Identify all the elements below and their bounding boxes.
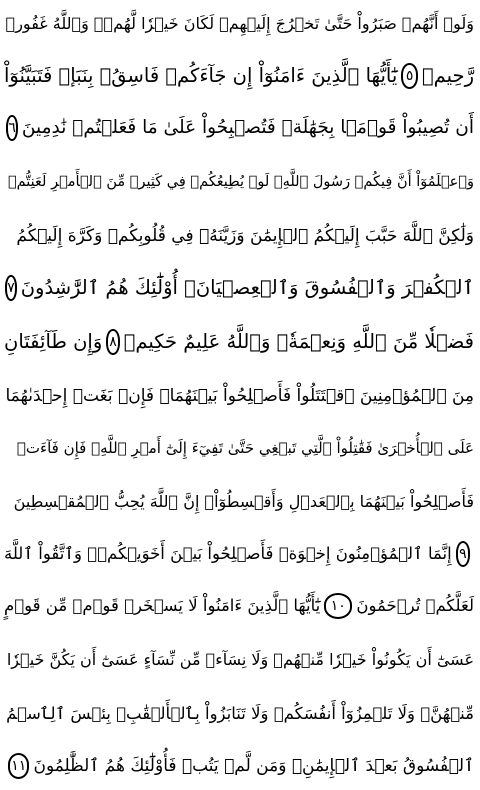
verse-text: مِنَ ٱلۡمُؤۡمِنِينَ ٱقۡتَتَلُواْ فَأَصۡلِحُواْ بَيۡنَهُمَاۖ فَإِنۢ بَغَتۡ إِحۡدَىٰهُمَا [5,386,474,406]
verse-line-2 [4,52,474,100]
verse-text: مِّنۡهُنَّۖ وَلَا تَلۡمِزُوٓاْ أَنفُسَكُمۡ وَلَا تَنَابَزُواْ بِٱلۡأَلۡقَٰبِۖ بِئۡسَ ٱلِٱسۡمُ [6,704,474,723]
verse-text: عَلَى ٱلۡأُخۡرَىٰ فَقَٰتِلُواْ ٱلَّتِي تَبۡغِي حَتَّىٰ تَفِيٓءَ إِلَىٰٓ أَمۡرِ ٱللَّهِۚ فَإِن فَآءَتۡ [16,439,474,457]
verse-line-7 [4,318,474,366]
verse-line-4 [4,158,474,206]
verse-text: فَأَصۡلِحُواْ بَيۡنَهُمَا بِٱلۡعَدۡلِ وَأَقۡسِطُوٓاْۖ إِنَّ ٱللَّهَ يُحِبُّ ٱلۡمُقۡسِطِينَ [13,492,474,511]
verse-line-9 [4,424,474,472]
verse-text: ٱلۡكُفۡرَ وَٱلۡفُسُوقَ وَٱلۡعِصۡيَانَۚ أُوْلَٰٓئِكَ هُمُ ٱلرَّٰشِدُونَ [20,276,474,299]
verse-text: أَن تُصِيبُواْ قَوۡمَۢا بِجَهَٰلَةٖ فَتُصۡبِحُواْ عَلَىٰ مَا فَعَلۡتُمۡ نَٰدِمِينَ [21,117,474,138]
verse-text: وَلَوۡ أَنَّهُمۡ صَبَرُواْ حَتَّىٰ تَخۡرُجَ إِلَيۡهِمۡ لَكَانَ خَيۡرٗا لَّهُمۡۚ وَٱللَّهُ غَفُورٞ [5,14,474,33]
ayah-number-marker: ٧ [5,275,17,301]
verse-text: رَّحِيمٞ [421,64,474,87]
ayah-number-marker: ١١ [8,753,29,779]
verse-text: عَسَىٰٓ أَن يَكُونُواْ خَيۡرٗا مِّنۡهُمۡ وَلَا نِسَآءٞ مِّن نِّسَآءٍ عَسَىٰٓ أَن يَكُنَّ خَيۡرٗا [6,650,474,669]
verse-line-3 [4,104,474,152]
verse-text: وَٱعۡلَمُوٓاْ أَنَّ فِيكُمۡ رَسُولَ ٱللَّهِۚ لَوۡ يُطِيعُكُمۡ فِي كَثِيرٖ مِّنَ ٱلۡأَمۡرِ لَعَنِتُّمۡ [7,174,474,190]
verse-line-15 [4,742,474,790]
verse-text: إِنَّمَا ٱلۡمُؤۡمِنُونَ إِخۡوَةٞ فَأَصۡلِحُواْ بَيۡنَ أَخَوَيۡكُمۡۚ وَٱتَّقُواْ ٱللَّهَ [4,544,452,563]
verse-line-12 [4,582,474,630]
ayah-number-marker: ٦ [6,115,18,141]
ayah-number-marker: ١٠ [324,593,352,619]
verse-line-8 [4,372,474,420]
verse-line-14 [4,690,474,738]
verse-text: يَٰٓأَيُّهَا ٱلَّذِينَ ءَامَنُواْ لَا يَسۡخَرۡ قَوۡمٞ مِّن قَوۡمٍ [4,596,321,615]
verse-line-6 [4,264,474,312]
verse-text: يَٰٓأَيُّهَا ٱلَّذِينَ ءَامَنُوٓاْ إِن جَآءَكُمۡ فَاسِقُۢ بِنَبَإٖ فَتَبَيَّنُوٓاْ [4,64,398,87]
verse-line-5 [4,212,474,260]
verse-text: لَعَلَّكُمۡ تُرۡحَمُونَ [356,596,474,615]
verse-text: ٱلۡفُسُوقُ بَعۡدَ ٱلۡإِيمَٰنِۚ وَمَن لَّمۡ يَتُبۡ فَأُوْلَٰٓئِكَ هُمُ ٱلظَّٰلِمُونَ [33,756,474,776]
ayah-number-marker: ٨ [106,329,119,355]
verse-line-1 [4,0,474,48]
ayah-number-marker: ٩ [456,541,470,567]
verse-line-11 [4,530,474,578]
verse-line-10 [4,478,474,526]
ayah-number-marker: ٥ [401,63,418,89]
verse-line-13 [4,636,474,684]
verse-text: فَضۡلٗا مِّنَ ٱللَّهِ وَنِعۡمَةٗۚ وَٱللَّهُ عَلِيمٌ حَكِيمٞ [123,330,474,353]
verse-text: وَإِن طَآئِفَتَانِ [4,330,103,353]
verse-text: وَلَٰكِنَّ ٱللَّهَ حَبَّبَ إِلَيۡكُمُ ٱلۡإِيمَٰنَ وَزَيَّنَهُۥ فِي قُلُوبِكُمۡ وَكَرَّهَ إِلَيۡكُمُ [16,226,474,246]
